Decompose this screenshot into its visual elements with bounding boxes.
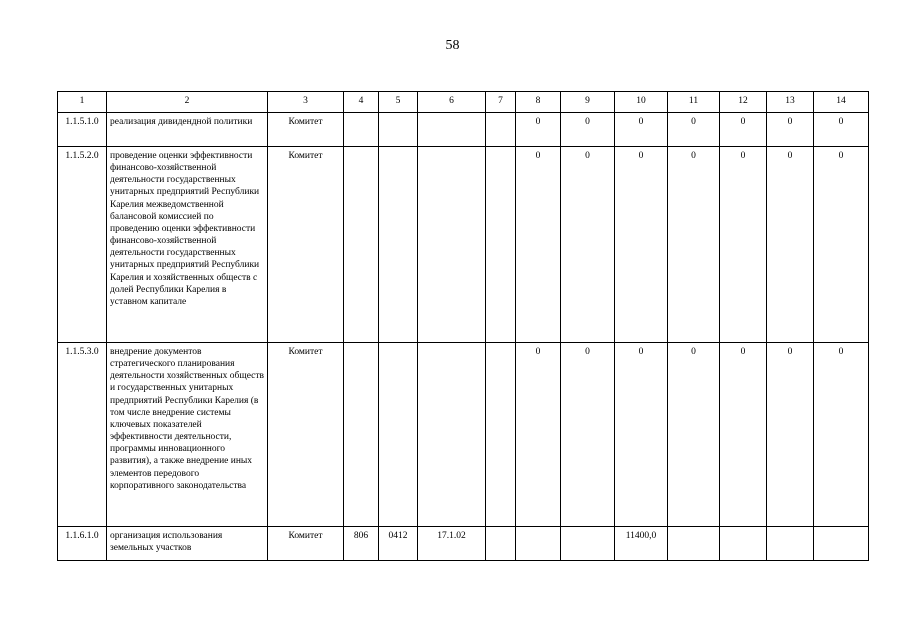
budget-table xyxy=(57,91,869,561)
row-cell xyxy=(344,147,379,343)
page-number: 58 xyxy=(445,38,460,53)
row-cell: 0 xyxy=(767,343,814,527)
row-cell xyxy=(767,527,814,561)
row-cell: 0 xyxy=(720,147,767,343)
row-cell: 0 xyxy=(767,113,814,147)
row-cell xyxy=(486,113,516,147)
row-cell: 806 xyxy=(344,527,379,561)
row-cell xyxy=(344,113,379,147)
row-cell: 0 xyxy=(516,113,561,147)
row-cell xyxy=(486,527,516,561)
row-cell: 0 xyxy=(720,343,767,527)
row-name: проведение оценки эффективности финансово-хозяйственной деятельности государственных унитарных предприятий Республики Карелия межведомственной балансовой комиссией по проведению оценки эффективности финансово-хозяйственной деятельности государственных унитарных предприятий Республики Карелия и хозяйственных обществ с долей Республики Карелия в уставном капитале xyxy=(107,147,268,343)
column-header: 7 xyxy=(486,92,516,113)
row-cell xyxy=(668,527,720,561)
row-cell: 0 xyxy=(561,113,615,147)
row-cell xyxy=(486,147,516,343)
column-header: 11 xyxy=(668,92,720,113)
column-header: 12 xyxy=(720,92,767,113)
row-cell: 0 xyxy=(668,147,720,343)
row-executor: Комитет xyxy=(268,527,344,561)
row-cell: 0 xyxy=(615,147,668,343)
row-cell: 11400,0 xyxy=(615,527,668,561)
row-code: 1.1.5.2.0 xyxy=(58,147,107,343)
row-name: реализация дивидендной политики xyxy=(107,113,268,147)
row-cell: 0 xyxy=(814,113,869,147)
column-header: 8 xyxy=(516,92,561,113)
row-cell xyxy=(814,527,869,561)
row-executor: Комитет xyxy=(268,113,344,147)
row-cell: 0 xyxy=(767,147,814,343)
row-cell xyxy=(720,527,767,561)
row-cell: 0 xyxy=(615,113,668,147)
column-header: 4 xyxy=(344,92,379,113)
row-cell: 0 xyxy=(814,343,869,527)
table-row xyxy=(58,113,869,147)
row-cell xyxy=(379,147,418,343)
row-cell: 0 xyxy=(814,147,869,343)
row-cell xyxy=(418,113,486,147)
table-row xyxy=(58,343,869,527)
row-code: 1.1.6.1.0 xyxy=(58,527,107,561)
column-header: 10 xyxy=(615,92,668,113)
row-cell: 0 xyxy=(561,147,615,343)
header-row xyxy=(58,92,869,113)
row-cell: 0 xyxy=(720,113,767,147)
column-header: 1 xyxy=(58,92,107,113)
column-header: 13 xyxy=(767,92,814,113)
row-cell: 0 xyxy=(668,343,720,527)
column-header: 5 xyxy=(379,92,418,113)
row-name: внедрение документов стратегического планирования деятельности хозяйственных обществ и государственных унитарных предприятий Республики Карелия (в том числе внедрение системы ключевых показателей эффективности деятельности, программы инновационного развития), а также внедрение иных элементов передового корпоративного законодательства xyxy=(107,343,268,527)
row-code: 1.1.5.1.0 xyxy=(58,113,107,147)
row-cell: 0 xyxy=(516,147,561,343)
row-executor: Комитет xyxy=(268,147,344,343)
column-header: 9 xyxy=(561,92,615,113)
row-cell: 0 xyxy=(516,343,561,527)
column-header: 14 xyxy=(814,92,869,113)
row-code: 1.1.5.3.0 xyxy=(58,343,107,527)
row-cell: 0 xyxy=(668,113,720,147)
row-cell xyxy=(486,343,516,527)
row-cell xyxy=(516,527,561,561)
row-name: организация использования земельных участков xyxy=(107,527,268,561)
table-row xyxy=(58,527,869,561)
row-cell xyxy=(418,147,486,343)
column-header: 2 xyxy=(107,92,268,113)
row-cell xyxy=(379,343,418,527)
row-cell xyxy=(379,113,418,147)
row-cell: 0412 xyxy=(379,527,418,561)
row-cell: 0 xyxy=(615,343,668,527)
row-cell: 17.1.02 xyxy=(418,527,486,561)
row-cell xyxy=(344,343,379,527)
table-row xyxy=(58,147,869,343)
row-cell xyxy=(561,527,615,561)
row-cell: 0 xyxy=(561,343,615,527)
column-header: 6 xyxy=(418,92,486,113)
row-executor: Комитет xyxy=(268,343,344,527)
row-cell xyxy=(418,343,486,527)
column-header: 3 xyxy=(268,92,344,113)
